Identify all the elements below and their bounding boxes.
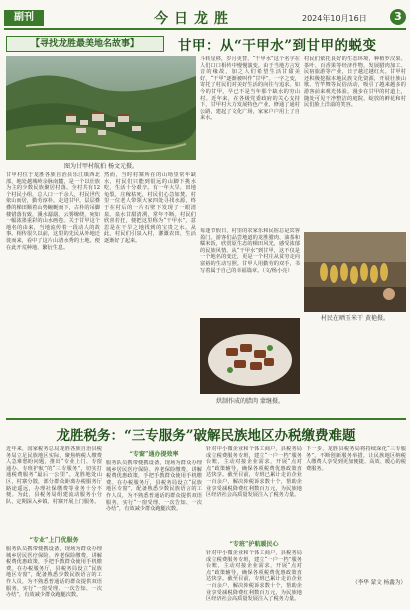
article2-text-2: 服务队员携带便携设备，现场为群众办理城乡居民医疗保险、养老保险缴费，讲解税费优惠政策，手把手教群众使用手机缴费。在办税服务厅，县税务局设立“民族地区专窗”，配备熟悉少数民族语言的工作人员，为不熟悉普通话的群众提供双语服务，实行“一窗受理、一次告知、一次办结”，有效减少群众跑腿次数。 bbox=[106, 460, 202, 513]
section-divider bbox=[6, 418, 406, 420]
article1-column-3: 斗转星移，岁月更替，“干甲水”这个名字在人们口口相传中慢慢演变。由于当地方言发音的缘故，加之人们希望生活甘甜美好，“干甲”逐渐被叫作“甘甲”。一字之变，寄托了村民们对美好生活的向往与追求。如今的甘甲，早已不是当年那个缺水的穷山村。近年来，在各级党委政府的关心支持下，甘甲村大力发展特色产业，修通了通村公路，建起了文化广场，家家户户用上了自来水。 bbox=[200, 56, 300, 122]
article1-column-5: 每逢节假日，村里的农家乐和民宿总是宾客盈门。游客们品尝地道的龙胜腊肉、油茶和糯米饭，欣赏原生态的梯田风光，感受浓郁的民族风情。从“干甲水”到甘甲，这不仅是一个地名的变迁，更是一个村庄从贫穷走向富裕的生动写照。甘甲人用勤劳的双手，书写着属于自己的幸福篇章。（文/杨小亮） bbox=[200, 228, 300, 274]
article2-text-4: 下一步，龙胜县税务局将持续深化“三专服务”，不断创新服务举措，让民族地区纳税人缴费人享受到更加便捷、高效、暖心的税费服务。 bbox=[306, 446, 406, 472]
article2-subhead-2: “专窗”通办提效率 bbox=[129, 451, 179, 458]
article2-headline: 龙胜税务：“三专服务”破解民族地区办税缴费难题 bbox=[56, 428, 356, 444]
page-header bbox=[4, 8, 406, 30]
page-number: 3 bbox=[390, 9, 406, 25]
aerial-village-photo bbox=[6, 56, 196, 160]
article2-column-4 bbox=[306, 446, 406, 606]
corn-drying-photo bbox=[304, 232, 406, 312]
photo2-caption: 村民在晒玉米干 黄艳摄。 bbox=[321, 315, 389, 322]
article2-column-1 bbox=[6, 446, 102, 606]
article2-column-2 bbox=[106, 446, 202, 606]
article2-subhead-1: “专业”上门优服务 bbox=[29, 537, 79, 544]
article1-column-4: 村民们依托良好的生态环境，种植罗汉果、茶叶、百香果等经济作物，发展腊肉加工、民宿旅游等产业，日子越过越红火。甘甲村还积极挖掘本地民族文化资源，开展壮族山歌、竹竿舞等民俗活动，吸引了越来越多的游客前来观光体验。漫步在甘甲的村道上，随处可见干净整洁的庭院、绽放的鲜花和村民们脸上洋溢的笑容。 bbox=[304, 56, 406, 109]
photo-caption: 图为甘甲村航拍 杨文元摄。 bbox=[64, 163, 138, 170]
article1-column-1: 甘甲村位于龙胜各族自治县乐江镇西北部，地处越城岭余脉南麓，是一个以壮族为主的少数民族聚居村落。全村共有12个村民小组，总人口一千余人，村民世代依山而居，勤劳淳朴。走进甘甲，层层叠叠的梯田顺着山势蜿蜒而下，古朴的吊脚楼错落有致，溪水潺潺，云雾缭绕，宛如一幅浓墨重彩的山水画卷。关于甘甲这个地名的由来，当地流传着一段动人的故事。相传很久以前，这里的先民从外地迁徙而来，看中了这片山清水秀的土地，便在此开荒种地、繁衍生息。 bbox=[6, 172, 100, 251]
article1-headline: 甘甲：从“干甲水”到甘甲的蜕变 bbox=[178, 38, 377, 54]
paper-name: 今日龙胜 bbox=[154, 11, 234, 27]
article2-text-1: 近年来，国家税务总局龙胜各族自治县税务局立足民族地区实际，聚焦纳税人缴费人急难愁盼问题，推出“专业上门、专窗通办、专班护航”的“三专服务”，切实打通税费服务“最后一公里”。龙胜地处山区，村寨分散，部分群众距离办税服务厅路途遥远，办理社保缴费等业务十分不便。为此，县税务局组建流动服务小分队，定期深入乡镇、村寨开展上门服务。 bbox=[6, 446, 102, 505]
photo3-caption: 烘制作成的腊肉 蒙继摄。 bbox=[216, 398, 284, 405]
article2-text-3a: 针对中小微企业和个体工商户，县税务局成立税费服务专班，建立“一户一档”服务台账，主动对接企业需求，开展“点对点”政策辅导，确保各项税费优惠政策直达快享。截至目前，专班已累计走访企业一百余户，解决涉税诉求数十个，帮助企业享受减税降费红利数百万元，为民族地区经济社会高质量发展注入了税务力量。 bbox=[206, 446, 302, 499]
article2-column-3 bbox=[206, 446, 302, 606]
article2-text-1b: 服务队员携带便携设备，现场为群众办理城乡居民医疗保险、养老保险缴费，讲解税费优惠政策，手把手教群众使用手机缴费。在办税服务厅，县税务局设立“民族地区专窗”，配备熟悉少数民族语言的工作人员，为不熟悉普通话的群众提供双语服务，实行“一窗受理、一次告知、一次办结”，有效减少群众跑腿次数。 bbox=[6, 546, 102, 599]
article1-column-5-cont bbox=[304, 322, 406, 416]
column-label: 【寻找龙胜最美地名故事】 bbox=[6, 36, 164, 52]
article2-byline: （李华 蒙文 杨鑫为） bbox=[352, 580, 406, 586]
cured-meat-photo bbox=[200, 318, 300, 394]
article2-subhead-3: “专班”护航暖民心 bbox=[229, 541, 279, 548]
section-tag: 副刊 bbox=[4, 10, 44, 26]
article1-column-2: 然而，当时村寨所在的山坳里常年缺水，村民们只能到很远的山脚下挑水吃，生活十分艰辛。有一年大旱，田地龟裂，庄稼枯死，村民们心急如焚。村里一位老人带领大家四处寻找水源，终于在村后的一片石壁下发现了一眼清泉。泉水甘甜清冽，常年不断。村民们欣喜若狂，便把这里称为“干甲水”，意思是在干旱之地找到的宝贵之水。从此，村民们引泉入村，灌溉农田，生活逐渐好了起来。 bbox=[104, 172, 196, 244]
issue-date: 2024年10月16日 bbox=[302, 14, 367, 23]
article2-text-3b: 针对中小微企业和个体工商户，县税务局成立税费服务专班，建立“一户一档”服务台账，主动对接企业需求，开展“点对点”政策辅导，确保各项税费优惠政策直达快享。截至目前，专班已累计走访企业一百余户，解决涉税诉求数十个，帮助企业享受减税降费红利数百万元，为民族地区经济社会高质量发展注入了税务力量。 bbox=[206, 550, 302, 603]
